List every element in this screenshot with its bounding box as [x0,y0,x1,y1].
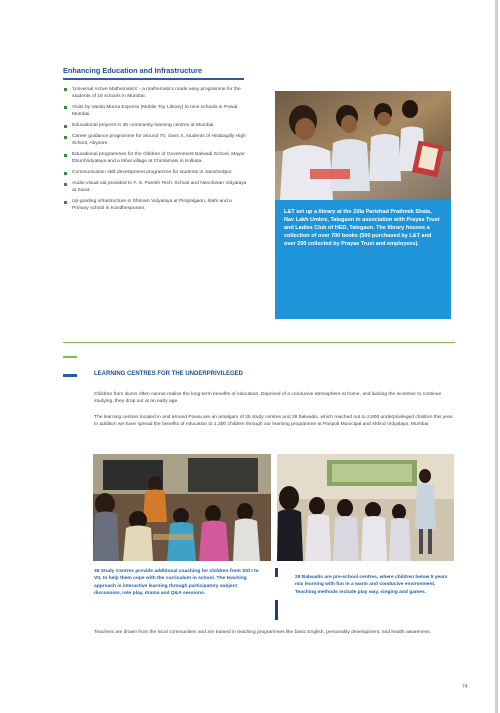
bullet-item: Up-grading infrastructure in Shriram Vidyalaya at Pimpalgaon, Mahi and a Primary school in Kandhevpuram. [63,198,249,212]
study-centre-photo [93,454,271,561]
bullet-item: Career guidance programme for around 70, class X, students of Hirabagilly High School, Abysore. [63,133,249,147]
education-bullet-list [63,86,249,216]
balwadi-photo-illustration [277,454,454,561]
bullet-item: Educational programmes for the children of Government Balwadi School, Mayur Dhun/Vidyalaya and a tribal village at Chintamani in Kolkata. [63,151,249,165]
bullet-square-icon [64,201,67,204]
balwadis-caption: 28 Balwadis are pre-school centres, where children below 5 years mix learning with fun in a warm and conducive environment. Teaching methods include play way, singing and games. [295,575,448,595]
library-photo [275,91,451,200]
study-centre-photo-illustration [93,454,271,561]
caption-accent-bar-bottom [275,600,278,620]
study-centres-caption: 35 Study Centres provide additional coaching for children from Std I to VII, to help them cope with the curriculum in school. The teaching approach is interactive learning through participatory subject discussion, role play, drama and Q&A sessions. [94,569,259,596]
green-accent-bar [63,356,77,358]
balwadi-photo [277,454,454,561]
library-caption-text: L&T set up a library at the Zilla Parishad Prathmik Shala, Nav Lakh Umbre, Talegaon in association with Prayas Trust and Ladies Club of HED, Talegaon. The library houses a collection of over 700 books (500 purchased by L&T and over 200 collected by Prayas Trust and employees). [284,209,440,247]
bullet-square-icon [64,88,67,91]
library-photo-illustration [275,91,451,200]
bullet-item: Visits by Vanita Murna Express (Mobile Toy Library) to nine schools in Powai, Mumbai. [63,104,249,118]
library-caption-box [275,200,451,319]
closing-paragraph: Teachers are drawn from the local communities and are trained in teaching programmes like basic English, personality development, and health awareness. [94,630,432,635]
bullet-item: Audio-visual aid provided to F. S. Parekh Tech. School and Nanchetan Vidyalaya at Surat. [63,180,249,194]
learning-centres-paragraph: The learning centres located in and around Powai are an amalgam of 35 study centres and 28 balwadis, which reached out to 2,800 underprivileged children this year. In addition we have spread the benefits of education to 1,300 children through our learning programme at Panpoli Municipal and Akhnd Vidyalaya, Mumbai. [94,415,454,428]
bullet-square-icon [64,154,67,157]
bullet-square-icon [64,136,67,139]
bullet-square-icon [64,106,67,109]
section-divider-line [63,342,455,343]
caption-accent-bar-top [275,568,278,577]
bullet-square-icon [64,183,67,186]
page-number: 74 [462,684,468,690]
section-title-education: Enhancing Education and Infrastructure [63,66,203,75]
bullet-item: Communication skill development programme for students in Jamshedpur. [63,169,249,176]
page-edge-shadow [495,0,498,713]
bullet-square-icon [64,172,67,175]
section-title-learning-centres: LEARNING CENTRES FOR THE UNDERPRIVILEGED [94,371,244,377]
section-title-underline [63,78,244,80]
intro-paragraph: Children from slums often cannot realise the long-term benefits of education. Deprived of a conducive atmosphere at home, and lacking the incentive to continue studying, they drop out at an early age. [94,392,442,405]
blue-accent-bar [63,374,77,377]
bullet-item: Educational projects in 35 community learning centres at Mumbai. [63,122,249,129]
bullet-item: 'Universal Active Mathematics' - a mathematics made easy programme for the students of 18 schools in Mumbai. [63,86,249,100]
bullet-square-icon [64,125,67,128]
